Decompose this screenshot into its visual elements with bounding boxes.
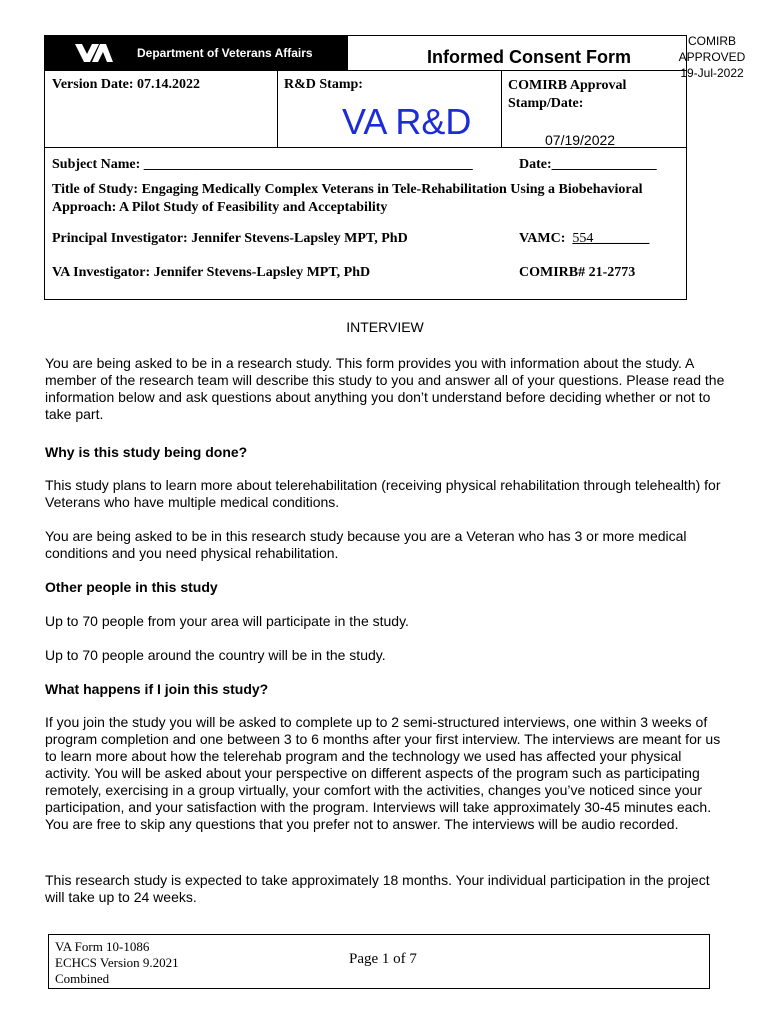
paragraph: If you join the study you will be asked to complete up to 2 semi-structured interviews, one within 3 weeks of program completion and one between 3 to 6 months after your first interview. The interviews are meant for us to learn more about how the telerehab program and the technology we used has affected your physical activity. You will be asked about your perspective on different aspects of the program such as participating remotely, exercising in a group virtually, your comfort with the activities, changes you’ve noticed since your participation, and your satisfaction with the program. Interviews will take approximately 30-45 minutes each. You are free to skip any questions that you prefer not to answer. The interviews will be audio recorded. (45, 714, 721, 832)
version-date: Version Date: 07.14.2022 (52, 77, 201, 92)
vamc-value: 554________ (572, 231, 650, 246)
comirb-approval-label: COMIRB Approval Stamp/Date: (508, 78, 627, 111)
divider (277, 70, 278, 147)
form-title: Informed Consent Form (427, 47, 632, 67)
page-number: Page 1 of 7 (349, 951, 417, 967)
approval-date: 07/19/2022 (545, 132, 616, 148)
paragraph: This study plans to learn more about telerehabilitation (receiving physical rehabilitation through telehealth) for Veterans who have multiple medical conditions. (45, 477, 721, 510)
divider (45, 70, 686, 71)
section-title: INTERVIEW (346, 319, 424, 335)
date-field[interactable]: Date:_______________ (519, 157, 657, 172)
footer-form-info (55, 939, 179, 987)
paragraph: You are being asked to be in this research study because you are a Veteran who has 3 or more medical conditions and you need physical rehabilitation. (45, 528, 687, 561)
header-box (44, 35, 687, 300)
question-heading: Other people in this study (45, 579, 218, 595)
intro-paragraph: You are being asked to be in a research study. This form provides you with information about the study. A member of the research team will describe this study to you and answer all of your questions. Please read the information below and ask questions about anything you don’t understand before deciding whether or not to take part. (45, 355, 725, 422)
subject-name-field[interactable]: Subject Name: _______________________________________________ (52, 157, 473, 172)
vamc (519, 231, 649, 247)
rd-stamp-label: R&D Stamp: (284, 77, 363, 92)
footer-version: ECHCS Version 9.2021 (55, 955, 179, 970)
question-heading: Why is this study being done? (45, 444, 248, 460)
principal-investigator: Principal Investigator: Jennifer Stevens-Lapsley MPT, PhD (52, 231, 408, 246)
divider (501, 70, 502, 147)
stamp-line: APPROVED (678, 50, 746, 64)
va-logo-icon (73, 42, 113, 64)
comirb-approved-stamp (676, 33, 748, 81)
rd-stamp: VA R&D (342, 101, 472, 142)
footer-box (48, 934, 710, 989)
va-investigator: VA Investigator: Jennifer Stevens-Lapsley MPT, PhD (52, 265, 371, 280)
footer-form-number: VA Form 10-1086 (55, 939, 150, 954)
question-heading: What happens if I join this study? (45, 681, 269, 697)
paragraph: Up to 70 people from your area will participate in the study. (45, 613, 409, 629)
study-title: Title of Study: Engaging Medically Complex Veterans in Tele-Rehabilitation Using a Biobehavioral Approach: A Pilot Study of Feasibility and Acceptability (52, 182, 643, 215)
stamp-line: COMIRB (688, 34, 736, 48)
va-banner (45, 36, 348, 70)
paragraph: This research study is expected to take approximately 18 months. Your individual participation in the project will take up to 24 weeks. (45, 872, 710, 905)
vamc-label: VAMC: (519, 231, 566, 246)
footer-combined: Combined (55, 971, 110, 986)
comirb-number: COMIRB# 21-2773 (519, 265, 636, 280)
stamp-line: 19-Jul-2022 (680, 66, 744, 80)
paragraph: Up to 70 people around the country will be in the study. (45, 647, 386, 663)
department-name: Department of Veterans Affairs (137, 46, 313, 60)
